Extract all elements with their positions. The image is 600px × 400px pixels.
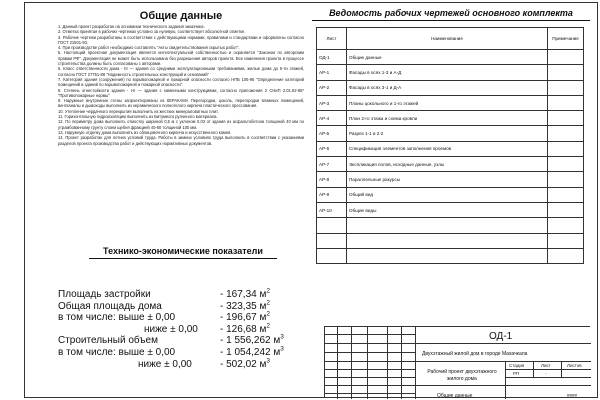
sheet-name-cell: Общий вид: [347, 187, 548, 202]
table-header-row: [317, 28, 584, 50]
general-data-section: [58, 10, 304, 146]
table-row: [317, 50, 584, 65]
note-item: 3. Рабочие чертежи разработаны в соответствии с действующими нормами, правилами и стандартами и оформлены согласно ГОСТ 21501-93.: [58, 34, 304, 45]
table-row: [317, 187, 584, 202]
sheet-note-cell: [548, 248, 584, 263]
table-row: [317, 65, 584, 80]
note-item: 8. Степень огнестойкости здания - I-II — здания с каменными конструкциями, согласно приложения 2 СНиП 2.01.02-85* "Противопожарные нормы": [58, 87, 304, 98]
sheet-code-cell: АР-7: [317, 157, 347, 172]
note-item: 1. Данный проект разработан на основании технического задания заказчика.: [58, 24, 205, 29]
drawings-table: [316, 27, 584, 264]
sheet-code-cell: АР-10: [317, 202, 347, 217]
sheet-note-cell: [548, 172, 584, 187]
sheet-code-cell: [317, 218, 347, 233]
sheet-header: Лист: [541, 363, 551, 368]
tep-row-volume-below: [58, 359, 308, 371]
table-row: [317, 172, 584, 187]
sheet-code-cell: АР-3: [317, 95, 347, 110]
sheet-code-cell: АР-5: [317, 126, 347, 141]
title-block-code: ОД-1: [489, 331, 513, 342]
tep-label: Общая площадь дома: [58, 300, 162, 312]
tep-value: - 126,68 $м^2$: [220, 322, 270, 335]
note-item: 9. Наружные внутренние стены запроектированы из КЕРАКАМА Перегородки, цоколь, перегородки влажных помещений, вентканалы и дымоходы выполнить из керамического полнотелого кирпича пластического прессования.: [58, 98, 304, 109]
sheet-name-cell: Фасады в осях 1-3 и А-Д: [347, 65, 548, 80]
tep-unit: 2: [266, 287, 270, 295]
tep-value: - 1 556,262 $м^3$: [220, 334, 284, 347]
sheet-note-cell: [548, 126, 584, 141]
title-block-project: Рабочий проект двухэтажного жилого дома: [427, 369, 497, 382]
title-block-stamp: ####: [567, 393, 578, 398]
sheet-code-cell: [317, 233, 347, 248]
sheet-name-cell: Разрез 1-1 и 2-2: [347, 126, 548, 141]
table-row: [317, 80, 584, 95]
sheet-note-cell: [548, 233, 584, 248]
note-item: 7. Категория здания (сооружения) по взрывопожарной и пожарной опасности согласно НПБ 105-95 "Определение категорий помещений и зданий по взрывопожарной и пожарной опасности".: [58, 76, 304, 88]
sheet-note-cell: [548, 95, 584, 110]
sheet-note-cell: [548, 80, 584, 95]
sheet-name-cell: [347, 233, 548, 248]
tep-row-volume: [58, 335, 308, 347]
tech-economic-title: Технико-экономические показатели: [89, 246, 277, 259]
sheet-name-cell: Спецификация элементов заполнения проемов: [347, 141, 548, 156]
note-item: 4. При производстве работ необходимо составлять "Акты свидетельствования скрытых работ".: [58, 45, 240, 51]
table-row: [317, 95, 584, 110]
table-row: [317, 248, 584, 263]
tech-economic-section: [58, 246, 308, 370]
tep-value: - 323,35 $м^2$: [220, 299, 270, 312]
sheet-name-cell: Фасады в осях 3-1 и Д-А: [347, 80, 548, 95]
sheet-note-cell: [548, 111, 584, 126]
tep-label: в том числе: выше ± 0,00: [58, 346, 176, 358]
sheet-code-cell: АР-2: [317, 80, 347, 95]
sheet-code-cell: [317, 248, 347, 263]
sheet-name-cell: [347, 218, 548, 233]
table-row: [317, 202, 584, 217]
sheet-name-cell: Параллельные ракурсы: [347, 172, 548, 187]
sheet-note-cell: [548, 202, 584, 217]
table-row: [317, 218, 584, 233]
title-block-object: Двухэтажный жилой дом в городе Махачкала: [422, 351, 528, 357]
sheets-header: Листов: [567, 363, 582, 368]
note-item: 14. Проект разработан для летних условий труда. Работы в зимних условиях труда выполнить в соответствии с указаниями разделов проекта производства работ и действующих нормативных документов.: [58, 135, 304, 146]
table-row: [317, 141, 584, 156]
sheet-note-cell: [548, 141, 584, 156]
note-item: 13. Наружную отделку дома выполнить из облицовочного кирпича и искусственного камня.: [58, 129, 232, 135]
tep-unit: 3: [266, 357, 270, 365]
drawings-list-title: Ведомость рабочих чертежей основного комплекта: [312, 8, 590, 21]
tep-row-area-below: [58, 324, 308, 336]
title-block: [324, 326, 590, 398]
table-row: [317, 111, 584, 126]
column-header-note: Примечание: [548, 28, 584, 50]
tep-row-building-area: [58, 289, 308, 301]
tep-row-total-area: [58, 301, 308, 313]
note-item: 11. Горизонтальную гидроизоляцию выполнить из Битумного рулонного материала.: [58, 114, 218, 120]
sheet-code-cell: АР-1: [317, 65, 347, 80]
tep-label: ниже ± 0,00: [144, 323, 198, 335]
tep-row-area-above: [58, 312, 308, 324]
stage-header: Стадия: [509, 363, 525, 368]
column-header-sheet: Лист: [317, 28, 347, 50]
tep-label: в том числе: выше ± 0,00: [58, 312, 176, 324]
sheet-code-cell: АР-6: [317, 141, 347, 156]
tep-unit: 3: [280, 334, 284, 342]
table-row: [317, 233, 584, 248]
general-data-title: Общие данные: [139, 10, 223, 22]
tech-economic-rows: [58, 289, 308, 370]
tep-label: Площадь застройки: [58, 289, 151, 300]
sheet-code-cell: АР-9: [317, 187, 347, 202]
column-header-name: Наименование: [347, 28, 548, 50]
note-item: 2. Отметка принятая в рабочих чертежах условно за нулевую, соответствует абсолютной отметке.: [58, 29, 246, 35]
tep-value: - 502,02 $м^3$: [220, 357, 270, 370]
tep-label: Строительный объем: [58, 335, 158, 347]
table-row: [317, 157, 584, 172]
sheet-note-cell: [548, 50, 584, 65]
sheet-name-cell: План 2-го этажа и схема кровли: [347, 111, 548, 126]
tep-row-volume-above: [58, 347, 308, 359]
note-item: 6. Класс ответственности дома - III — здания со средними эксплуатационными требованиями, жилые дома до 5-ти этажей, согласно ГОСТ 27751-88 "Надежность строительных конструкций и оснований": [58, 66, 304, 77]
tep-label: ниже ± 0,00: [138, 358, 192, 370]
note-item: 5. Настоящий проектная документация является интеллектуальной собственностью и охраняется "Законом по авторским правам РФ". Документация не может быть использована без разрешения авторов проекта. Все изменения проекта в процессе строительства должны быть согласованы с авторами.: [58, 50, 304, 67]
tep-value: - 1 054,242 $м^3$: [220, 345, 284, 358]
note-item: 10. Утепление чердачного перекрытия выполнить из жестких минераловатных плит.: [58, 108, 219, 114]
sheet-note-cell: [548, 218, 584, 233]
tep-value: - 196,67 $м^2$: [220, 310, 270, 324]
tep-value: - 167,34 $м^2$: [220, 287, 270, 300]
tep-unit: 2: [266, 322, 270, 330]
tep-unit: 2: [266, 310, 270, 318]
note-item: 12. По периметру дома выполнить отмостку шириной 0,5 м с уклоном 0,03 от здания из асфальтобетона толщиной 40 мм по утрамбованному грунту слоем щебня фракцией 40-60 толщиной 100 мм.: [58, 119, 304, 130]
sheet-name-cell: Общие данные: [347, 50, 548, 65]
sheet-name-cell: [347, 248, 548, 263]
sheet-name-cell: Общие виды: [347, 202, 548, 217]
tep-unit: 2: [266, 299, 270, 307]
sheet-value: -: [545, 371, 547, 376]
sheet-note-cell: [548, 157, 584, 172]
sheet-note-cell: [548, 65, 584, 80]
title-block-sheet-name: Общие данные: [437, 393, 473, 399]
drawings-table-body: [317, 50, 584, 264]
sheet-name-cell: Экспликация полов, исходные данные, узлы: [347, 157, 548, 172]
table-row: [317, 126, 584, 141]
general-notes: [58, 24, 304, 146]
drawings-list-section: [312, 8, 590, 264]
sheet-code-cell: ОД-1: [317, 50, 347, 65]
sheet-code-cell: АР-4: [317, 111, 347, 126]
tep-unit: 3: [280, 345, 284, 353]
stage-value: РП: [513, 371, 520, 376]
sheet-note-cell: [548, 187, 584, 202]
sheet-code-cell: АР-8: [317, 172, 347, 187]
sheet-name-cell: Планы цокольного и 1-го этажей: [347, 95, 548, 110]
